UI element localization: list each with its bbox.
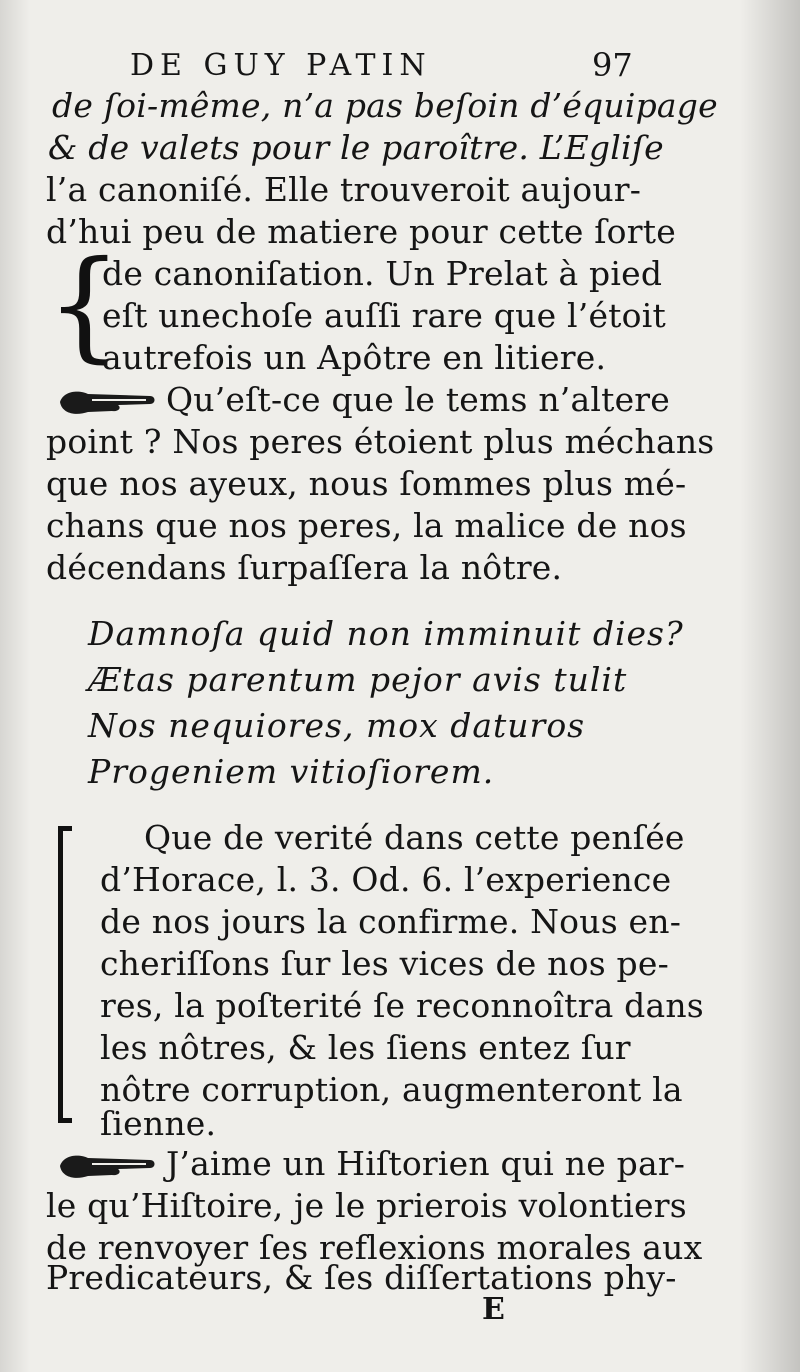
pointing-hand-icon <box>58 1148 158 1184</box>
text-line: le qu’Hiſtoire, je le prierois volontiers <box>46 1186 687 1225</box>
text-line: d’Horace, l. 3. Od. 6. l’experience <box>100 860 672 899</box>
text-line: cheriſſons ſur les vices de nos pe- <box>100 944 669 983</box>
text-line: nôtre corruption, augmenteront la <box>100 1070 683 1109</box>
text-line: de renvoyer ſes reflexions morales aux <box>46 1228 703 1267</box>
text-line: l’a canoniſé. Elle trouveroit aujour- <box>46 170 642 209</box>
text-line: ſienne. <box>100 1104 217 1143</box>
margin-bracket-bottom <box>58 1118 72 1123</box>
text-line: eſt unechoſe auſſi rare que l’étoit <box>102 296 666 335</box>
text-line: res, la poſterité ſe reconnoîtra dans <box>100 986 704 1025</box>
text-line: les nôtres, & les ſiens entez ſur <box>100 1028 631 1067</box>
text-line: Qu’eſt-ce que le tems n’altere <box>166 380 670 419</box>
text-line: de canoniſation. Un Prelat à pied <box>102 254 663 293</box>
margin-bracket-bar <box>58 830 63 1120</box>
text-line: de nos jours la confirme. Nous en- <box>100 902 682 941</box>
text-line: de ſoi-même, n’a pas beſoin d’équipage <box>52 86 718 125</box>
running-head: DE GUY PATIN <box>130 48 432 83</box>
text-line: point ? Nos peres étoient plus méchans <box>46 422 715 461</box>
left-brace-mark: { <box>46 236 123 375</box>
signature-mark: E <box>482 1292 505 1327</box>
verse-line: Ætas parentum pejor avis tulit <box>88 660 628 699</box>
page-number: 97 <box>592 46 633 84</box>
text-line: J’aime un Hiſtorien qui ne par- <box>166 1144 686 1183</box>
verse-line: Progeniem vitioſiorem. <box>88 752 495 791</box>
text-line: que nos ayeux, nous ſommes plus mé- <box>46 464 687 503</box>
margin-bracket-top <box>58 826 72 831</box>
text-line: & de valets pour le paroître. L’Egliſe <box>48 128 664 167</box>
text-line: autrefois un Apôtre en litiere. <box>102 338 607 377</box>
text-line: chans que nos peres, la malice de nos <box>46 506 687 545</box>
text-line: Predicateurs, & ſes diſſertations phy- <box>46 1258 677 1297</box>
pointing-hand-icon <box>58 384 158 420</box>
text-line: Que de verité dans cette penſée <box>144 818 685 857</box>
verse-line: Damnoſa quid non imminuit dies? <box>88 614 684 653</box>
verse-line: Nos nequiores, mox daturos <box>88 706 586 745</box>
text-line: d’hui peu de matiere pour cette ſorte <box>46 212 676 251</box>
text-line: décendans ſurpaſſera la nôtre. <box>46 548 563 587</box>
